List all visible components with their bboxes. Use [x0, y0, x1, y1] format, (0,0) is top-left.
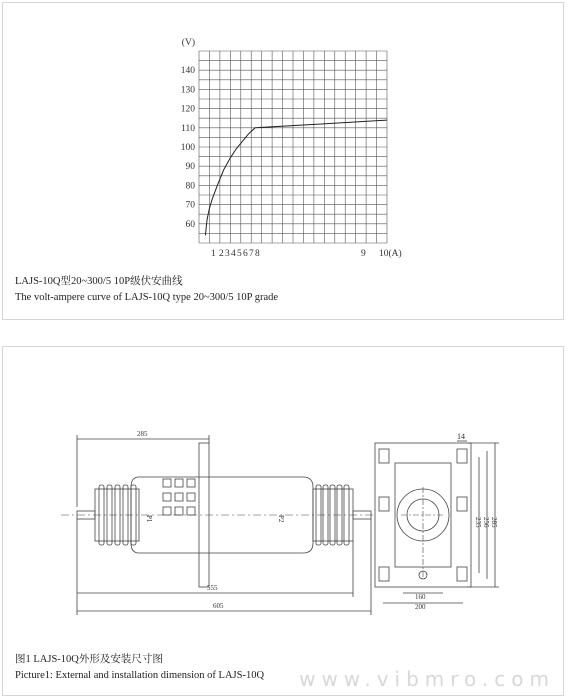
y-tick-label: 60: [185, 219, 195, 230]
secondary-terminal: [175, 493, 183, 501]
dim-605: 605: [213, 602, 224, 610]
chart-caption-cn: LAJS-10Q型20~300/5 10P级伏安曲线: [15, 276, 183, 287]
secondary-terminal: [187, 479, 195, 487]
y-tick-label: 120: [180, 104, 195, 115]
x-tick-label: 1: [211, 249, 216, 259]
dim-256: 256: [482, 517, 490, 528]
x-tick-label: 3: [225, 249, 230, 259]
y-unit-label: (V): [181, 38, 195, 48]
volt-ampere-panel: [2, 2, 564, 320]
drawing-caption-en: Picture1: External and installation dimension of LAJS-10Q: [15, 670, 265, 681]
x-tick-label: 2: [219, 249, 224, 259]
dim-160: 160: [415, 593, 426, 601]
dim-285-overall: 285: [137, 430, 148, 438]
label-p2: P2: [277, 515, 285, 523]
secondary-terminal: [187, 493, 195, 501]
secondary-terminal: [187, 507, 195, 515]
x-tick-label: 4: [231, 249, 236, 259]
y-tick-label: 100: [180, 143, 195, 153]
secondary-terminal: [163, 479, 171, 487]
volt-ampere-chart: [3, 3, 565, 321]
dim-285-height: 285: [490, 517, 498, 528]
chart-caption-en: The volt-ampere curve of LAJS-10Q type 20~300/5 10P grade: [15, 292, 279, 303]
secondary-terminal: [163, 493, 171, 501]
x-tick-label: 9: [361, 249, 366, 259]
x-tick-label: 5: [237, 249, 242, 259]
label-p1: P1: [145, 515, 153, 523]
dimension-drawing: [3, 347, 565, 697]
dim-14: 14: [457, 432, 465, 441]
x-tick-label: 8: [255, 249, 260, 259]
secondary-terminal: [175, 507, 183, 515]
y-tick-label: 140: [180, 66, 195, 77]
secondary-terminal: [163, 507, 171, 515]
x-tick-label: 10(A): [379, 249, 402, 259]
y-tick-label: 70: [185, 200, 195, 211]
drawing-caption-cn: 图1 LAJS-10Q外形及安装尺寸图: [15, 654, 163, 665]
y-tick-label: 80: [185, 181, 195, 192]
x-tick-label: 7: [249, 249, 254, 259]
y-tick-label: 90: [185, 162, 195, 173]
dimension-drawing-panel: [2, 346, 564, 696]
dim-200: 200: [415, 603, 426, 611]
y-tick-label: 130: [180, 85, 195, 96]
secondary-terminal: [175, 479, 183, 487]
x-tick-label: 6: [243, 249, 248, 259]
dim-235: 235: [474, 517, 482, 528]
dim-555: 555: [207, 584, 218, 592]
y-tick-label: 110: [181, 123, 195, 134]
watermark-logo: www.vibmro.com: [299, 667, 555, 691]
